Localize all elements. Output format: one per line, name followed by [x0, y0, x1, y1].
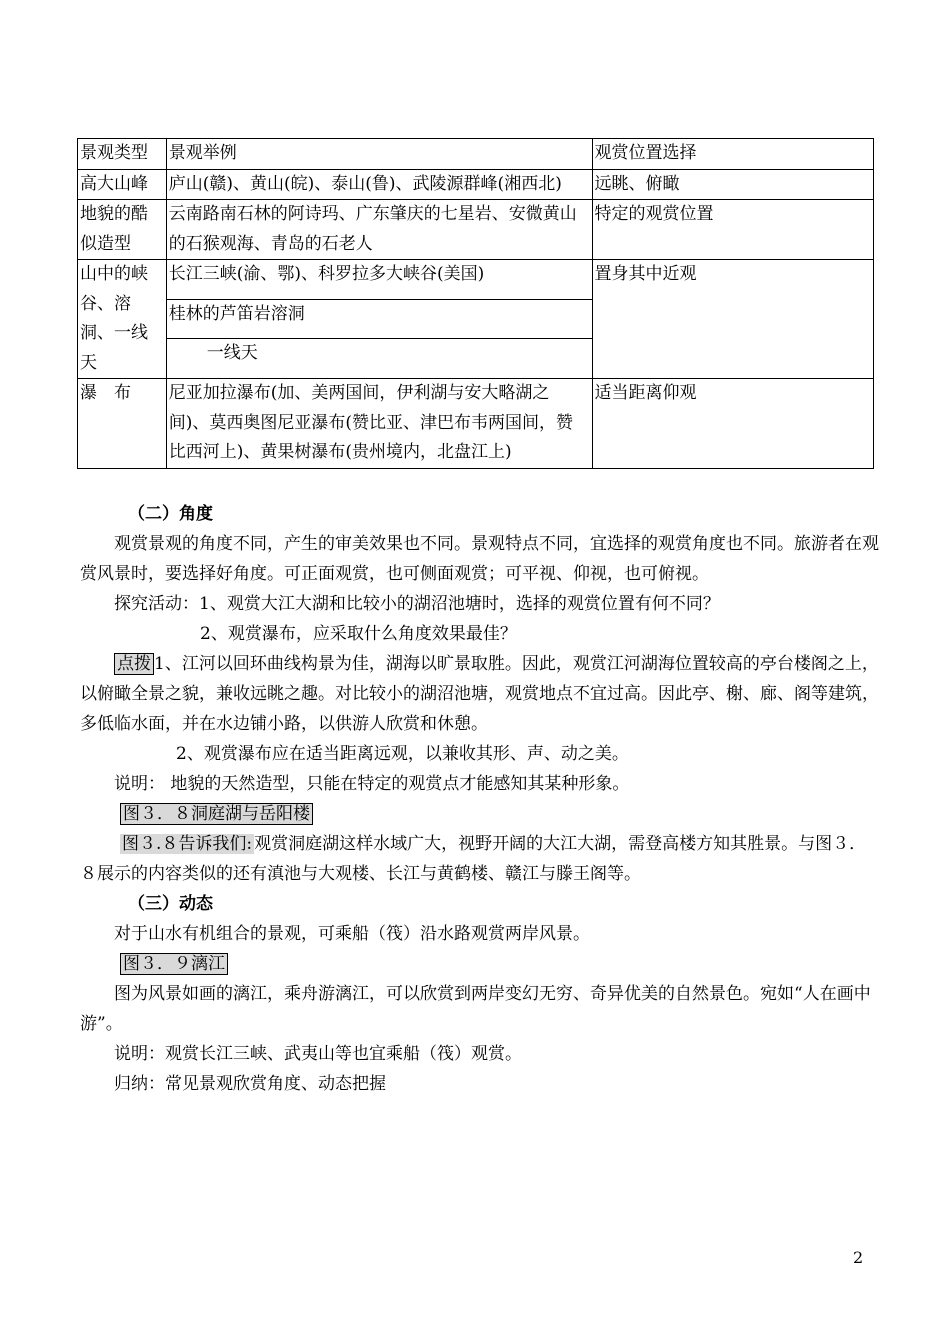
- figure-caption-row: [80, 949, 880, 979]
- body-text: [80, 499, 880, 1099]
- type-cell: 高大山峰: [78, 169, 167, 200]
- inquiry-activity-2: 2、观赏瀑布，应采取什么角度效果最佳？: [200, 624, 517, 644]
- hint-paragraph: [80, 649, 880, 739]
- header-cell: 景观类型: [78, 139, 167, 170]
- hint-paragraph-2: 2、观赏瀑布应在适当距离远观，以兼收其形、声、动之美。: [176, 744, 629, 764]
- figure-explanation-text: 观赏洞庭湖这样水域广大，视野开阔的大江大湖，需登高楼方知其胜景。与图３．８展示的内容类似的还有滇池与大观楼、长江与黄鹤楼、赣江与滕王阁等。: [80, 834, 867, 884]
- type-cell: 山中的峡谷、溶洞、一线天: [78, 260, 167, 379]
- figure-caption: 图３．９漓江: [120, 953, 228, 975]
- section-heading-angle: （二）角度: [128, 504, 213, 524]
- example-cell: 一线天: [166, 339, 592, 379]
- summary-paragraph: 归纳：常见景观欣赏角度、动态把握: [114, 1074, 386, 1094]
- position-cell: 远眺、俯瞰: [592, 169, 874, 200]
- note-paragraph: 说明： 地貌的天然造型，只能在特定的观赏点才能感知其某种形象。: [114, 774, 630, 794]
- paragraph: 观赏景观的角度不同，产生的审美效果也不同。景观特点不同，宜选择的观赏角度也不同。旅游者在观赏风景时，要选择好角度。可正面观赏，也可侧面观赏；可平视、仰视，也可俯视。: [80, 534, 879, 584]
- type-cell: 瀑 布: [78, 379, 167, 469]
- figure-explanation: [80, 829, 880, 889]
- note-paragraph: 说明：观赏长江三峡、武夷山等也宜乘船（筏）观赏。: [114, 1044, 522, 1064]
- example-cell: 庐山(赣)、黄山(皖)、泰山(鲁)、武陵源群峰(湘西北): [166, 169, 592, 200]
- landscape-table: [77, 138, 874, 469]
- hint-text: 1、江河以回环曲线构景为佳，湖海以旷景取胜。因此，观赏江河湖海位置较高的亭台楼阁之上，以俯瞰全景之貌，兼收远眺之趣。对比较小的湖沼池塘，观赏地点不宜过高。因此亭、榭、廊、阁等建筑，多低临水面，并在水边铺小路，以供游人欣赏和休憩。: [80, 654, 879, 734]
- header-cell: 景观举例: [166, 139, 592, 170]
- table-header-row: [78, 139, 874, 170]
- example-cell: 尼亚加拉瀑布(加、美两国间，伊利湖与安大略湖之间)、莫西奥图尼亚瀑布(赞比亚、津巴布韦两国间，赞比西河上)、黄果树瀑布(贵州境内，北盘江上): [166, 379, 592, 469]
- table-row: [78, 379, 874, 469]
- example-cell: 长江三峡(渝、鄂)、科罗拉多大峡谷(美国): [166, 260, 592, 300]
- inquiry-activity: 探究活动：1、观赏大江大湖和比较小的湖沼池塘时，选择的观赏位置有何不同？: [114, 594, 720, 614]
- hint-label: 点拨: [114, 653, 154, 675]
- position-cell: 特定的观赏位置: [592, 200, 874, 260]
- paragraph: 图为风景如画的漓江，乘舟游漓江，可以欣赏到两岸变幻无穷、奇异优美的自然景色。宛如“人在画中游”。: [80, 984, 871, 1034]
- figure-explanation-label: 图３.８告诉我们:: [122, 834, 253, 854]
- position-cell: 置身其中近观: [592, 260, 874, 379]
- table-row: [78, 169, 874, 200]
- example-cell: 云南路南石林的阿诗玛、广东肇庆的七星岩、安微黄山的石猴观海、青岛的石老人: [166, 200, 592, 260]
- table-row: [78, 200, 874, 260]
- figure-caption-row: [80, 799, 880, 829]
- table-row: [78, 260, 874, 300]
- header-cell: 观赏位置选择: [592, 139, 874, 170]
- example-cell: 桂林的芦笛岩溶洞: [166, 299, 592, 339]
- section-heading-dynamic: （三）动态: [128, 894, 213, 914]
- paragraph: 对于山水有机组合的景观，可乘船（筏）沿水路观赏两岸风景。: [114, 924, 590, 944]
- type-cell: 地貌的酷似造型: [78, 200, 167, 260]
- figure-caption: 图３．８洞庭湖与岳阳楼: [120, 803, 313, 825]
- page-number: 2: [853, 1248, 864, 1267]
- position-cell: 适当距离仰观: [592, 379, 874, 469]
